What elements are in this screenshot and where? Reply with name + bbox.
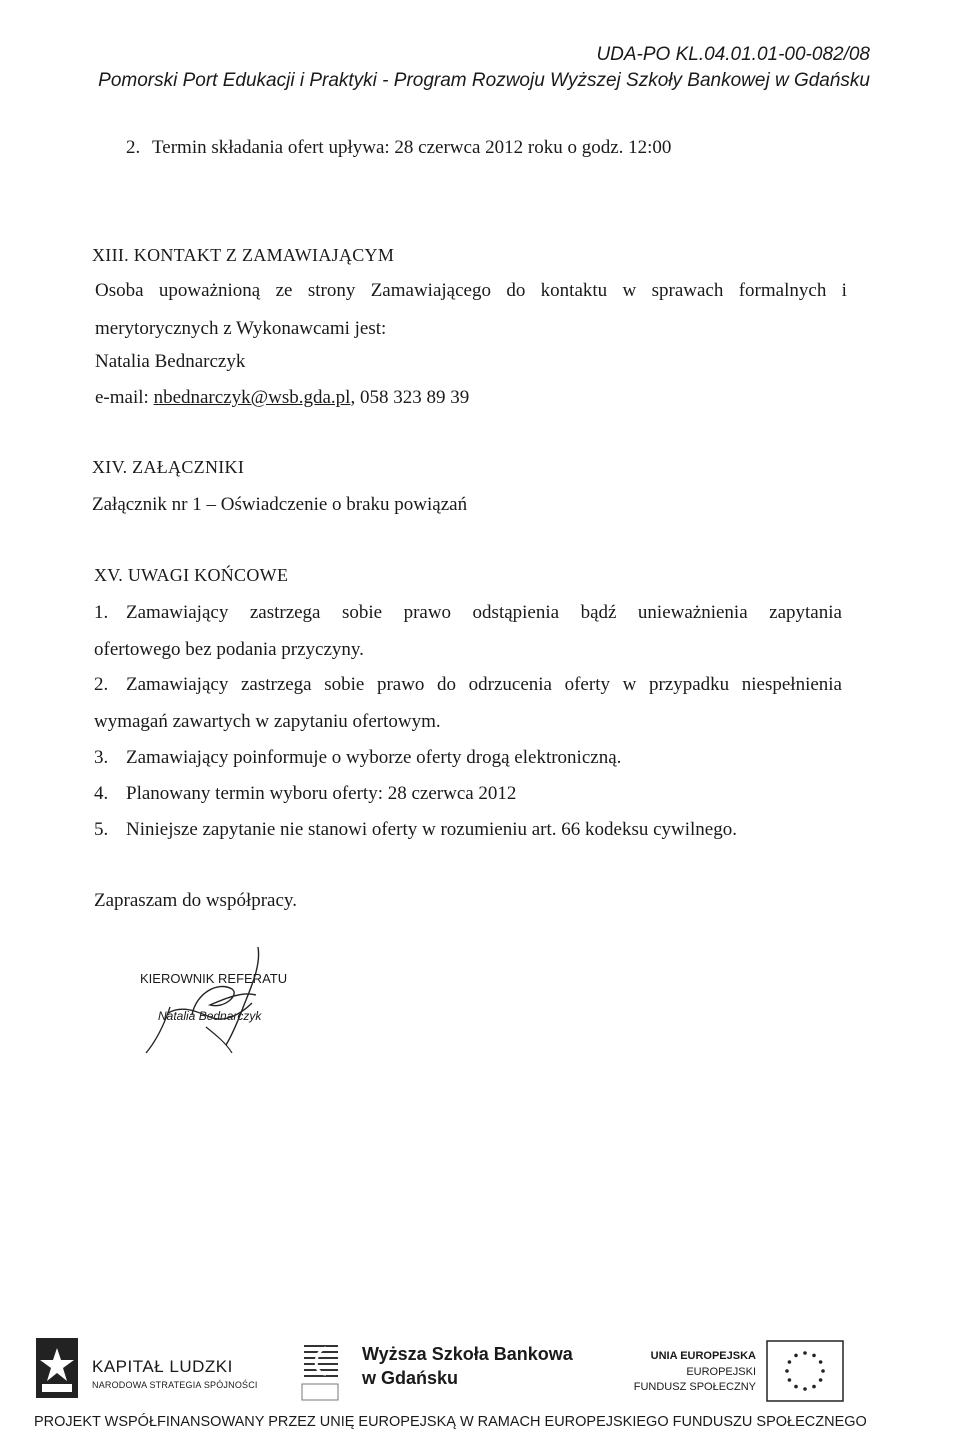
item-1-line-1 (126, 602, 842, 624)
attachment-line: Załącznik nr 1 – Oświadczenie o braku powiązań (92, 494, 468, 515)
eu-star-icon (803, 1351, 807, 1355)
contact-line-word: upoważnioną (158, 280, 261, 301)
item-1-number: 1. (94, 602, 109, 623)
section-xiv-heading: XIV. ZAŁĄCZNIKI (92, 457, 245, 477)
handwritten-signature (140, 945, 310, 1055)
stamp-title: KIEROWNIK REFERATU (140, 971, 288, 986)
item-2-word: w (622, 674, 637, 695)
esf-label-line-2: FUNDUSZ SPOŁECZNY (633, 1381, 756, 1393)
item-2-word: Zamawiający (126, 674, 229, 695)
eu-star-icon (812, 1354, 816, 1358)
item-2-word: oferty (564, 674, 610, 695)
item-4-number: 4. (94, 783, 109, 804)
item-5-text: Niniejsze zapytanie nie stanowi oferty w rozumieniu art. 66 kodeksu cywilnego. (126, 819, 737, 840)
item-1-word: Zamawiający (126, 602, 229, 623)
eu-star-icon (819, 1378, 823, 1382)
closing-line: Zapraszam do współpracy. (94, 890, 297, 911)
wsb-logo-icon (298, 1340, 342, 1404)
eu-star-icon (794, 1385, 798, 1389)
contact-line-2: merytorycznych z Wykonawcami jest: (95, 318, 387, 339)
contact-line-word: do (506, 280, 526, 301)
esf-label-line-1: EUROPEJSKI (686, 1366, 756, 1378)
eu-star-icon (812, 1385, 816, 1389)
item-3-text: Zamawiający poinformuje o wyborze oferty drogą elektroniczną. (126, 747, 622, 768)
contact-email-line (95, 387, 469, 409)
item-2-line-2: wymagań zawartych w zapytaniu ofertowym. (94, 711, 441, 732)
eu-star-icon (788, 1378, 792, 1382)
contact-line-word: ze (275, 280, 293, 301)
contact-line-word: i (841, 280, 847, 301)
phone-number: , 058 323 89 39 (350, 387, 470, 408)
eu-star-icon (821, 1369, 825, 1373)
email-label: e-mail: (95, 387, 154, 408)
program-title: Pomorski Port Edukacji i Praktyki - Program Rozwoju Wyższej Szkoły Bankowej w Gdańsku (98, 70, 870, 91)
item-1-word: odstąpienia (472, 602, 560, 623)
item-2-word: niespełnienia (741, 674, 842, 695)
wsb-name-line-1: Wyższa Szkoła Bankowa (362, 1344, 573, 1364)
contact-line-word: formalnych (738, 280, 827, 301)
wsb-name-line-2: w Gdańsku (362, 1368, 459, 1388)
kapital-ludzki-title: KAPITAŁ LUDZKI (92, 1357, 233, 1376)
section-xv-heading: XV. UWAGI KOŃCOWE (94, 565, 289, 585)
contact-line-1 (95, 280, 847, 302)
project-code: UDA-PO KL.04.01.01-00-082/08 (596, 44, 870, 65)
item-1-word: sobie (341, 602, 383, 623)
contact-name: Natalia Bednarczyk (95, 351, 246, 372)
deadline-number: 2. (126, 137, 141, 158)
item-2-word: odrzucenia (468, 674, 552, 695)
item-1-line-2: ofertowego bez podania przyczyny. (94, 639, 364, 660)
contact-line-word: sprawach (651, 280, 724, 301)
contact-line-word: Osoba (95, 280, 144, 301)
item-2-word: do (437, 674, 457, 695)
stamp-name: Natalia Bednarczyk (158, 1009, 262, 1023)
item-3-number: 3. (94, 747, 109, 768)
contact-line-word: kontaktu (540, 280, 608, 301)
item-2-line-1 (126, 674, 842, 696)
eu-star-icon (785, 1369, 789, 1373)
item-2-word: prawo (376, 674, 425, 695)
item-2-word: przypadku (648, 674, 730, 695)
signature-stamp (140, 945, 310, 1055)
contact-line-word: w (622, 280, 637, 301)
item-1-word: unieważnienia (637, 602, 748, 623)
contact-line-word: Zamawiającego (370, 280, 491, 301)
item-2-word: zastrzega (240, 674, 312, 695)
eu-star-icon (819, 1360, 823, 1364)
deadline-text: Termin składania ofert upływa: 28 czerwca 2012 roku o godz. 12:00 (152, 137, 672, 158)
item-5-number: 5. (94, 819, 109, 840)
item-1-word: zapytania (769, 602, 842, 623)
kapital-ludzki-logo (36, 1338, 78, 1398)
item-1-word: bądź (580, 602, 617, 623)
item-2-word: sobie (324, 674, 365, 695)
eu-flag-icon (766, 1340, 844, 1402)
kapital-ludzki-subtitle: NARODOWA STRATEGIA SPÓJNOŚCI (92, 1380, 258, 1390)
contact-line-word: strony (307, 280, 356, 301)
item-1-word: zastrzega (249, 602, 321, 623)
eu-star-icon (803, 1387, 807, 1391)
project-cofinancing-note: PROJEKT WSPÓŁFINANSOWANY PRZEZ UNIĘ EUROPEJSKĄ W RAMACH EUROPEJSKIEGO FUNDUSZU SPOŁECZNEGO (34, 1414, 867, 1430)
email-link[interactable]: nbednarczyk@wsb.gda.pl (153, 387, 351, 408)
item-2-number: 2. (94, 674, 109, 695)
item-4-text: Planowany termin wyboru oferty: 28 czerwca 2012 (126, 783, 517, 804)
eu-star-icon (788, 1360, 792, 1364)
eu-star-icon (794, 1354, 798, 1358)
eu-label: UNIA EUROPEJSKA (650, 1350, 756, 1362)
section-xiii-heading: XIII. KONTAKT Z ZAMAWIAJĄCYM (92, 245, 395, 265)
item-1-word: prawo (403, 602, 452, 623)
